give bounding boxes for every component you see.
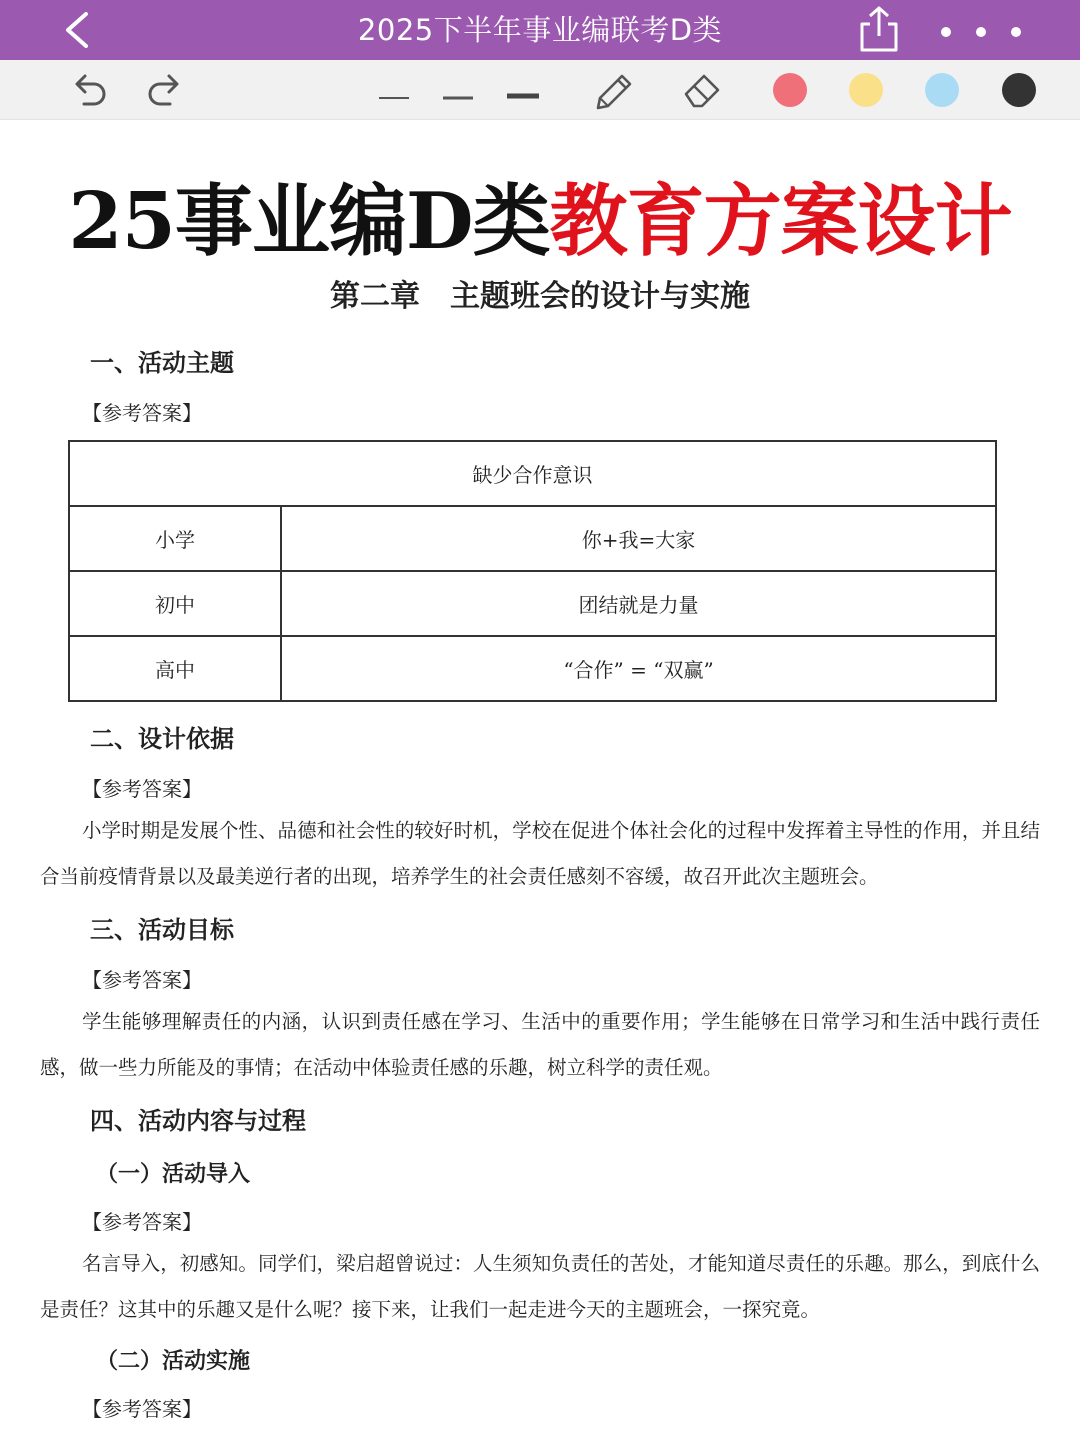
reference-answer-label: 【参考答案】: [82, 1397, 202, 1421]
title-red-part: 教育方案设计: [549, 176, 1012, 267]
subsection-heading-2: （二）活动实施: [96, 1348, 251, 1374]
annotation-toolbar: [0, 60, 1080, 120]
table-cell-level: 初中: [69, 571, 281, 636]
eraser-icon[interactable]: [680, 68, 724, 116]
window-title: 2025下半年事业编联考D类: [357, 13, 723, 47]
table-cell-theme: 团结就是力量: [281, 571, 996, 636]
reference-answer-label: 【参考答案】: [82, 777, 202, 801]
color-swatch-black[interactable]: [1002, 73, 1036, 111]
reference-answer-label: 【参考答案】: [82, 401, 202, 425]
table-row: [69, 636, 996, 701]
paragraph-activity-intro: 名言导入，初感知。同学们，梁启超曾说过：人生须知负责任的苦处，才能知道尽责任的乐趣。那么，到底什么是责任？这其中的乐趣又是什么呢？接下来，让我们一起走进今天的主题班会，一探究竟。: [40, 1252, 1040, 1321]
table-cell-level: 高中: [69, 636, 281, 701]
table-header-row: [69, 441, 996, 506]
reference-answer-label: 【参考答案】: [82, 1210, 202, 1234]
table-row: [69, 571, 996, 636]
subsection-heading-1: （一）活动导入: [96, 1161, 251, 1187]
share-icon[interactable]: [856, 4, 902, 54]
title-black-part: 25事业编D类: [68, 176, 550, 267]
color-swatch-pink[interactable]: [773, 73, 807, 111]
color-swatch-blue[interactable]: [925, 73, 959, 111]
undo-icon[interactable]: [68, 70, 110, 114]
section-heading-4: 四、活动内容与过程: [90, 1106, 306, 1135]
color-swatch-yellow[interactable]: [849, 73, 883, 111]
table-cell-theme: “合作” = “双赢”: [281, 636, 996, 701]
more-dots-icon[interactable]: [930, 18, 1030, 46]
pencil-icon[interactable]: [590, 68, 636, 118]
top-bar: [0, 0, 1080, 60]
thin-line-icon[interactable]: [378, 87, 410, 106]
document-title: [0, 159, 1080, 271]
document-page: [0, 121, 1080, 1440]
reference-answer-label: 【参考答案】: [82, 968, 202, 992]
medium-line-icon[interactable]: [442, 87, 474, 106]
section-heading-3: 三、活动目标: [90, 915, 234, 944]
table-cell-level: 小学: [69, 506, 281, 571]
chapter-heading: 第二章 主题班会的设计与实施: [330, 279, 750, 314]
table-cell-theme: 你+我=大家: [281, 506, 996, 571]
section-heading-1: 一、活动主题: [90, 348, 234, 377]
theme-table: [68, 440, 997, 702]
table-row: [69, 506, 996, 571]
paragraph-activity-goals: 学生能够理解责任的内涵，认识到责任感在学习、生活中的重要作用；学生能够在日常学习和生活中践行责任感，做一些力所能及的事情；在活动中体验责任感的乐趣，树立科学的责任观。: [40, 1010, 1040, 1079]
table-header-cell: 缺少合作意识: [69, 441, 996, 506]
paragraph-design-basis: 小学时期是发展个性、品德和社会性的较好时机，学校在促进个体社会化的过程中发挥着主导性的作用，并且结合当前疫情背景以及最美逆行者的出现，培养学生的社会责任感刻不容缓，故召开此次主题班会。: [40, 819, 1040, 888]
section-heading-2: 二、设计依据: [90, 724, 234, 753]
thick-line-icon[interactable]: [506, 86, 540, 105]
redo-icon[interactable]: [144, 70, 186, 114]
